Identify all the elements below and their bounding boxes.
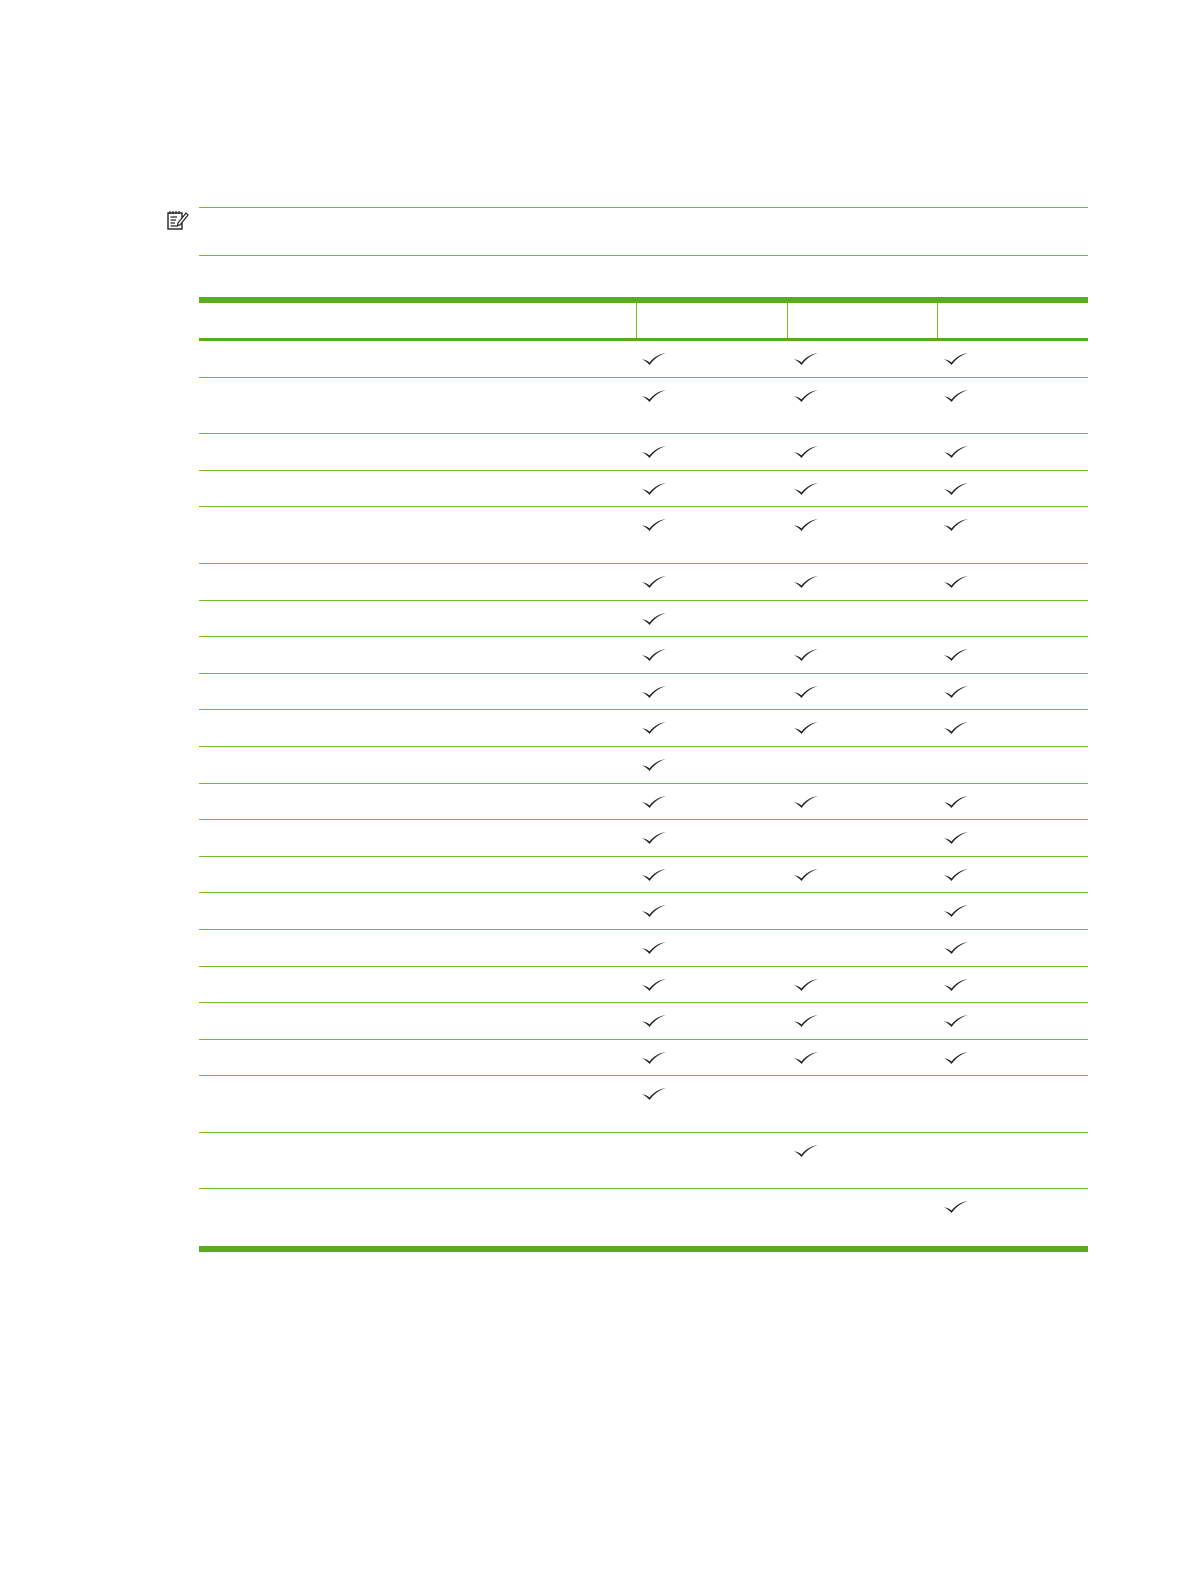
table-row (199, 434, 1088, 471)
header-column-divider (787, 303, 788, 338)
checkmark-icon (641, 941, 667, 955)
checkmark-icon (943, 445, 969, 459)
checkmark-icon (943, 904, 969, 918)
table-row (199, 341, 1088, 378)
checkmark-icon (641, 518, 667, 532)
checkmark-icon (793, 352, 819, 366)
checkmark-icon (793, 1051, 819, 1065)
checkmark-icon (943, 941, 969, 955)
table-row (199, 967, 1088, 1004)
table-row (199, 1189, 1088, 1246)
table-row (199, 820, 1088, 857)
table-row (199, 674, 1088, 711)
checkmark-icon (641, 612, 667, 626)
checkmark-icon (641, 868, 667, 882)
checkmark-icon (943, 685, 969, 699)
checkmark-icon (793, 648, 819, 662)
checkmark-icon (793, 518, 819, 532)
table-row (199, 710, 1088, 747)
table-row (199, 601, 1088, 638)
table-row (199, 378, 1088, 435)
checkmark-icon (943, 1014, 969, 1028)
checkmark-icon (943, 518, 969, 532)
table-row (199, 893, 1088, 930)
checkmark-icon (793, 389, 819, 403)
checkmark-icon (641, 721, 667, 735)
checkmark-icon (793, 445, 819, 459)
table-row (199, 507, 1088, 564)
table-bottom-rule (199, 1246, 1088, 1252)
checkmark-icon (943, 352, 969, 366)
checkmark-icon (943, 389, 969, 403)
table-row (199, 747, 1088, 784)
checkmark-icon (943, 978, 969, 992)
checkmark-icon (641, 482, 667, 496)
table-row (199, 1133, 1088, 1190)
table-row (199, 471, 1088, 508)
table-row (199, 1076, 1088, 1133)
checkmark-icon (793, 868, 819, 882)
checkmark-icon (943, 1051, 969, 1065)
checkmark-icon (793, 978, 819, 992)
checkmark-icon (641, 795, 667, 809)
feature-table-body (199, 341, 1088, 1246)
checkmark-icon (641, 1051, 667, 1065)
note-top-rule (199, 207, 1088, 208)
checkmark-icon (641, 575, 667, 589)
checkmark-icon (641, 648, 667, 662)
checkmark-icon (641, 352, 667, 366)
checkmark-icon (641, 758, 667, 772)
checkmark-icon (793, 1144, 819, 1158)
header-column-divider (937, 303, 938, 338)
checkmark-icon (641, 978, 667, 992)
checkmark-icon (641, 831, 667, 845)
checkmark-icon (943, 482, 969, 496)
checkmark-icon (943, 575, 969, 589)
note-icon (166, 208, 190, 232)
checkmark-icon (641, 1014, 667, 1028)
checkmark-icon (943, 648, 969, 662)
table-row (199, 637, 1088, 674)
table-row (199, 1040, 1088, 1077)
checkmark-icon (793, 482, 819, 496)
table-row (199, 930, 1088, 967)
table-row (199, 784, 1088, 821)
checkmark-icon (793, 721, 819, 735)
checkmark-icon (793, 1014, 819, 1028)
checkmark-icon (641, 445, 667, 459)
checkmark-icon (793, 795, 819, 809)
checkmark-icon (793, 685, 819, 699)
table-row (199, 857, 1088, 894)
note-bottom-rule (199, 255, 1088, 256)
checkmark-icon (943, 831, 969, 845)
checkmark-icon (943, 721, 969, 735)
checkmark-icon (641, 685, 667, 699)
table-top-rule (199, 297, 1088, 303)
checkmark-icon (641, 904, 667, 918)
table-row (199, 1003, 1088, 1040)
checkmark-icon (943, 795, 969, 809)
checkmark-icon (641, 1087, 667, 1101)
table-row (199, 564, 1088, 601)
checkmark-icon (641, 389, 667, 403)
header-column-divider (636, 303, 637, 338)
checkmark-icon (943, 868, 969, 882)
checkmark-icon (793, 575, 819, 589)
checkmark-icon (943, 1200, 969, 1214)
